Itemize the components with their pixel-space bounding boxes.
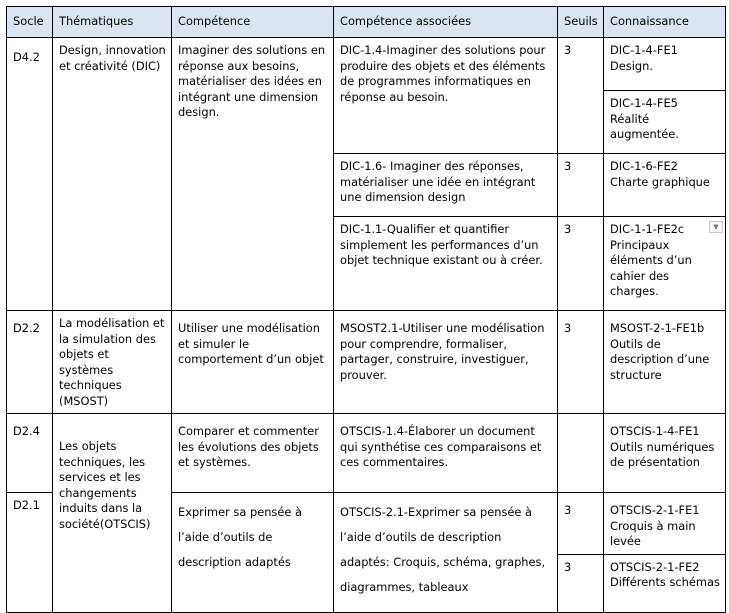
cell-connaissance: OTSCIS-2-1-FE2 Différents schémas bbox=[604, 554, 726, 612]
chevron-down-icon[interactable]: ▼ bbox=[709, 221, 723, 233]
cell-thematique: Design, innovation et créativité (DIC) bbox=[53, 38, 172, 311]
cell-connaissance-text: DIC-1-1-FE2c Principaux éléments d’un cahier des charges. bbox=[610, 222, 692, 298]
cell-connaissance: MSOST-2-1-FE1b Outils de description d’une structure bbox=[604, 311, 726, 414]
cell-competence-associee: OTSCIS-1.4-Élaborer un document qui synthétise ces comparaisons et ces commentaires. bbox=[334, 414, 558, 493]
cell-connaissance bbox=[604, 217, 726, 311]
cell-competence: Imaginer des solutions en réponse aux besoins, matérialiser des idées en intégrant une dimension design. bbox=[172, 38, 334, 311]
cell-competence: Exprimer sa pensée à l’aide d’outils de description adaptés bbox=[172, 493, 334, 613]
header-seuils: Seuils bbox=[558, 7, 604, 38]
table-row bbox=[7, 414, 726, 493]
cell-seuil: 3 bbox=[558, 217, 604, 311]
header-thematiques: Thématiques bbox=[53, 7, 172, 38]
competence-table bbox=[6, 6, 726, 613]
cell-seuil: 3 bbox=[558, 554, 604, 612]
cell-connaissance: DIC-1-4-FE1 Design. bbox=[604, 38, 726, 91]
cell-competence: Comparer et commenter les évolutions des objets et systèmes. bbox=[172, 414, 334, 493]
cell-socle: D2.2 bbox=[7, 311, 53, 414]
cell-seuil: 3 bbox=[558, 493, 604, 555]
cell-socle: D4.2 bbox=[7, 38, 53, 311]
cell-competence-associee: OTSCIS-2.1-Exprimer sa pensée à l’aide d’outils de description adaptés: Croquis, schéma, graphes, diagrammes, tableaux bbox=[334, 493, 558, 613]
cell-thematique: La modélisation et la simulation des objets et systèmes techniques (MSOST) bbox=[53, 311, 172, 414]
cell-connaissance: OTSCIS-2-1-FE1 Croquis à main levée bbox=[604, 493, 726, 555]
cell-seuil bbox=[558, 414, 604, 493]
cell-socle: D2.4 bbox=[7, 414, 53, 493]
header-competence: Compétence bbox=[172, 7, 334, 38]
table-row bbox=[7, 311, 726, 414]
cell-socle: D2.1 bbox=[7, 493, 53, 613]
cell-seuil: 3 bbox=[558, 311, 604, 414]
header-socle: Socle bbox=[7, 7, 53, 38]
cell-seuil: 3 bbox=[558, 154, 604, 217]
cell-competence: Utiliser une modélisation et simuler le comportement d’un objet bbox=[172, 311, 334, 414]
cell-connaissance: DIC-1-4-FE5 Réalité augmentée. bbox=[604, 91, 726, 154]
header-row bbox=[7, 7, 726, 38]
header-competence-associees: Compétence associées bbox=[334, 7, 558, 38]
cell-competence-associee: MSOST2.1-Utiliser une modélisation pour comprendre, formaliser, partager, construire, investiguer, prouver. bbox=[334, 311, 558, 414]
cell-competence-associee: DIC-1.1-Qualifier et quantifier simplement les performances d’un objet technique existant ou à créer. bbox=[334, 217, 558, 311]
cell-connaissance: OTSCIS-1-4-FE1 Outils numériques de présentation bbox=[604, 414, 726, 493]
cell-connaissance: DIC-1-6-FE2 Charte graphique bbox=[604, 154, 726, 217]
cell-competence-associee: DIC-1.4-Imaginer des solutions pour produire des objets et des éléments de programmes informatiques en réponse au besoin. bbox=[334, 38, 558, 154]
cell-thematique: Les objets techniques, les services et les changements induits dans la société(OTSCIS) bbox=[53, 414, 172, 613]
cell-competence-associee: DIC-1.6- Imaginer des réponses, matérialiser une idée en intégrant une dimension design bbox=[334, 154, 558, 217]
header-connaissance: Connaissance bbox=[604, 7, 726, 38]
cell-seuil: 3 bbox=[558, 38, 604, 154]
table-row bbox=[7, 38, 726, 91]
